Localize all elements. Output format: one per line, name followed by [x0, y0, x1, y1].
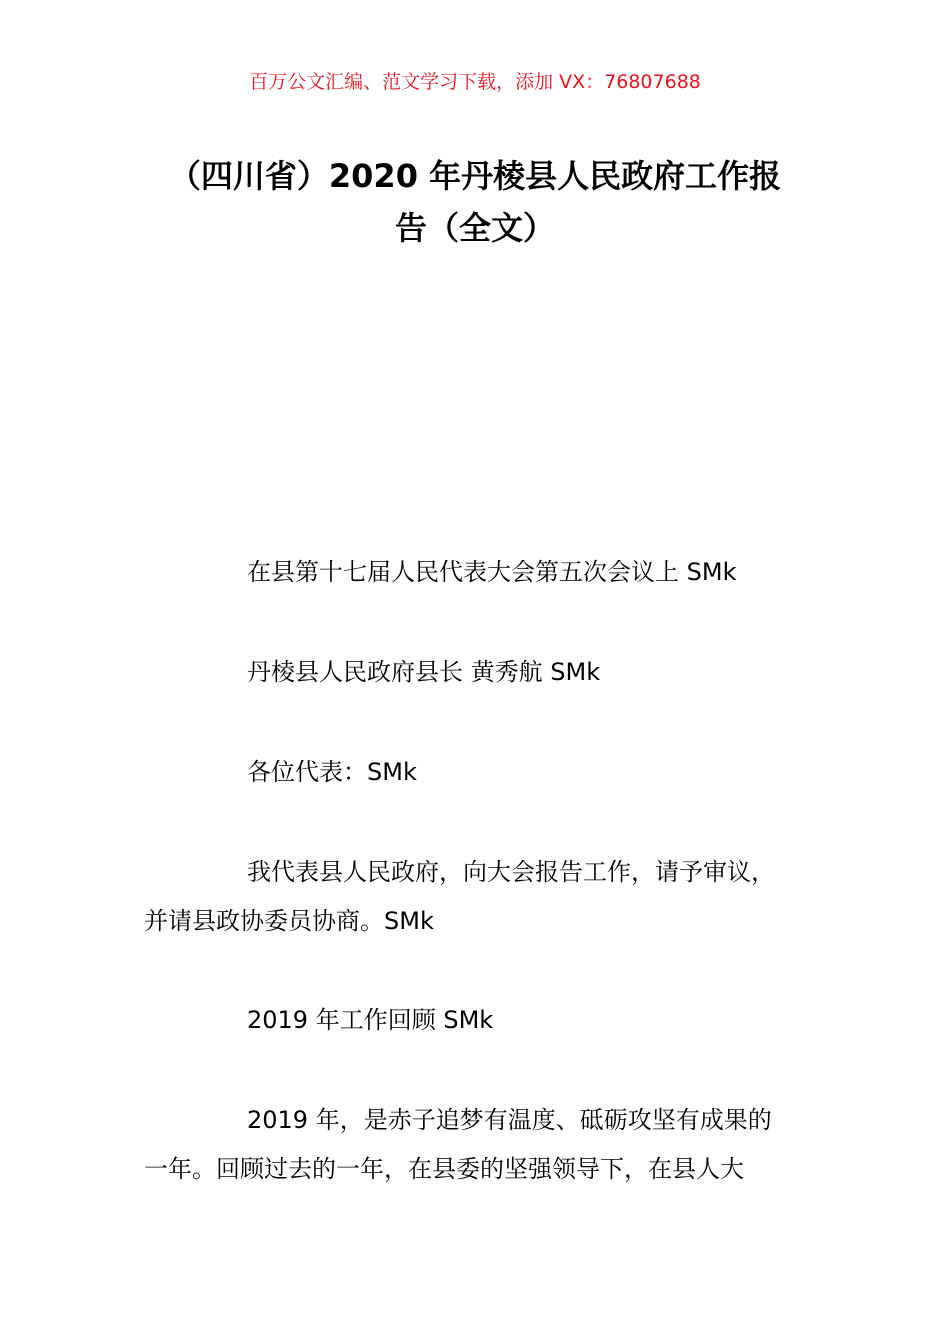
- paragraph-line: 2019 年工作回顾 SMk: [247, 1006, 494, 1034]
- paragraph-line: 在县第十七届人民代表大会第五次会议上 SMk: [247, 558, 737, 586]
- paragraph-intro: [144, 848, 830, 946]
- paragraph-line: 一年。回顾过去的一年，在县委的坚强领导下，在县人大: [144, 1155, 744, 1183]
- paragraph-salutation: [144, 748, 830, 797]
- paragraph-line: 我代表县人民政府，向大会报告工作，请予审议，: [247, 858, 775, 886]
- title-line-2: 告（全文）: [394, 209, 555, 247]
- paragraph-speaker: [144, 648, 830, 697]
- title-line-1: （四川省）2020 年丹棱县人民政府工作报: [168, 157, 782, 195]
- header-note: 百万公文汇编、范文学习下载，添加 VX：76807688: [249, 71, 701, 93]
- paragraph-line: 各位代表：SMk: [247, 758, 417, 786]
- paragraph-line: 丹棱县人民政府县长 黄秀航 SMk: [247, 658, 601, 686]
- section-heading: [144, 996, 830, 1045]
- document-title: [140, 150, 810, 254]
- paragraph-line: 2019 年，是赤子追梦有温度、砥砺攻坚有成果的: [247, 1106, 772, 1134]
- paragraph-meeting: [144, 548, 830, 597]
- paragraph-line: 并请县政协委员协商。SMk: [144, 907, 434, 935]
- paragraph-review: [144, 1096, 830, 1194]
